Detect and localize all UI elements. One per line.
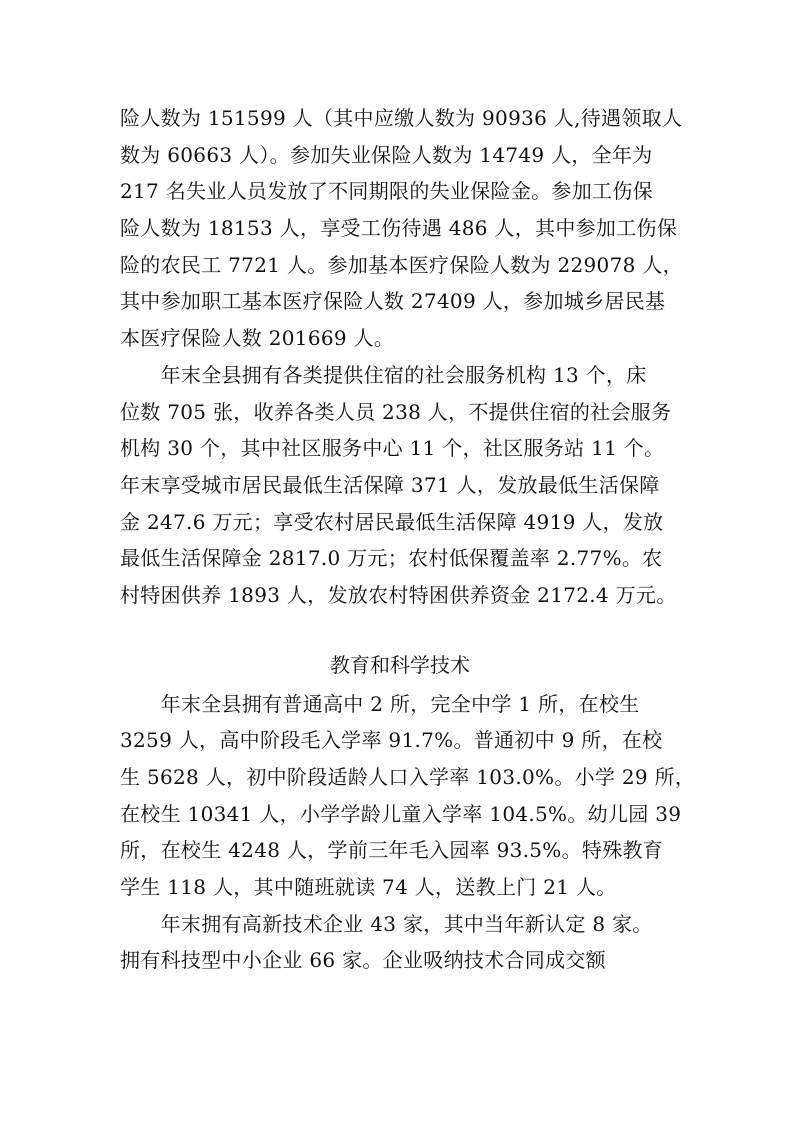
- text-line: 年末全县拥有各类提供住宿的社会服务机构 13 个，床: [120, 362, 647, 387]
- text-line: 年末全县拥有普通高中 2 所，完全中学 1 所，在校生: [120, 691, 640, 716]
- text-line: 本医疗保险人数 201669 人。: [120, 326, 395, 351]
- text-line: 村特困供养 1893 人，发放农村特困供养资金 2172.4 万元。: [120, 582, 677, 607]
- text-line: 金 247.6 万元；享受农村居民最低生活保障 4919 人，发放: [120, 509, 664, 534]
- paragraph-science-technology: [120, 906, 680, 979]
- text-line: 数为 60663 人）。参加失业保险人数为 14749 人，全年为: [120, 142, 653, 167]
- text-line: 3259 人，高中阶段毛入学率 91.7%。普通初中 9 所，在校: [120, 728, 663, 753]
- text-line: 机构 30 个，其中社区服务中心 11 个，社区服务站 11 个。: [120, 436, 665, 461]
- text-line: 生 5628 人，初中阶段适龄人口入学率 103.0%。小学 29 所，: [120, 765, 696, 789]
- text-line: 最低生活保障金 2817.0 万元；农村低保覆盖率 2.77%。农: [120, 546, 663, 571]
- text-line: 年末享受城市居民最低生活保障 371 人，发放最低生活保障: [120, 472, 660, 497]
- text-line: 年末拥有高新技术企业 43 家，其中当年新认定 8 家。: [120, 911, 653, 936]
- text-line: 所，在校生 4248 人，学前三年毛入园率 93.5%。特殊教育: [120, 838, 664, 863]
- text-line: 217 名失业人员发放了不同期限的失业保险金。参加工伤保: [120, 179, 653, 204]
- page-content: [120, 100, 696, 979]
- text-line: 在校生 10341 人，小学学龄儿童入学率 104.5%。幼儿园 39: [120, 801, 682, 826]
- text-line: 险人数为 18153 人，享受工伤待遇 486 人，其中参加工伤保: [120, 216, 678, 241]
- text-line: 险人数为 151599 人（其中应缴人数为 90936 人,待遇领取人: [120, 106, 683, 130]
- text-line: 拥有科技型中小企业 66 家。企业吸纳技术合同成交额: [120, 948, 606, 973]
- text-line: 其中参加职工基本医疗保险人数 27409 人，参加城乡居民基: [120, 289, 666, 314]
- text-line: 险的农民工 7721 人。参加基本医疗保险人数为 229078 人，: [120, 252, 683, 277]
- text-line: 学生 118 人，其中随班就读 74 人，送教上门 21 人。: [120, 875, 617, 900]
- paragraph-social-services: [120, 357, 680, 614]
- section-heading: 教育和科学技术: [330, 652, 470, 677]
- text-line: 位数 705 张，收养各类人员 238 人，不提供住宿的社会服务: [120, 399, 672, 424]
- paragraph-education: [120, 686, 696, 906]
- paragraph-social-insurance: [120, 100, 683, 357]
